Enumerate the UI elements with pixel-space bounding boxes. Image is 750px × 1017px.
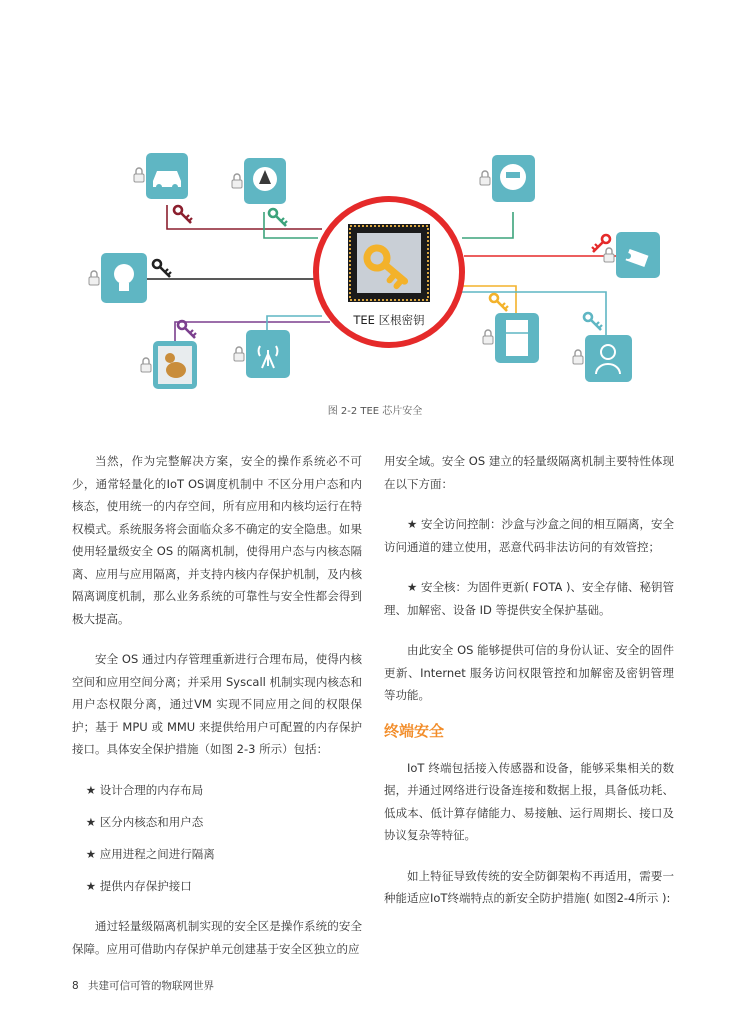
paragraph: 由此安全 OS 能够提供可信的身份认证、安全的固件更新、Internet 服务访问权限管控和加解密及密钥管理等功能。 xyxy=(384,643,674,702)
paragraph: 如上特征导致传统的安全防御架构不再适用，需要一种能适应IoT终端特点的新安全防护措施( 如图2-4所示 ): xyxy=(384,868,674,905)
figure-caption: 图 2-2 TEE 芯片安全 xyxy=(327,406,423,417)
bullet-list xyxy=(72,779,362,898)
person-icon xyxy=(573,335,632,382)
page-number: 8 xyxy=(72,980,79,992)
tee-chip-diagram xyxy=(0,0,750,420)
paragraph: 安全 OS 通过内存管理重新进行合理布局，使得内核空间和应用空间分离；并采用 Syscall 机制实现内核态和用户态权限分离，通过VM 实现不同应用之间的权限保护；基于 MPU 或 MMU 来提供给用户可配置的内存保护接口。具体安全保护措施（如图 2-3 所示）包括： xyxy=(72,652,362,756)
meter-icon xyxy=(480,155,535,202)
page-footer xyxy=(72,978,214,993)
paragraph: 当然，作为完整解决方案，安全的操作系统必不可少，通常轻量化的IoT OS调度机制中 不区分用户态和内核态，使用统一的内存空间，所有应用和内核均运行在特权模式。系统服务将会面临众多不确定的安全隐患。如果使用轻量级安全 OS 的隔离机制，使得用户态与内核态隔离、应用与应用隔离，并支持内核内存保护机制，及内核隔离调度机制，那么业务系统的可靠性与安全性都会得到极大提高。 xyxy=(72,454,362,626)
road-sign-icon xyxy=(232,158,286,204)
right-column xyxy=(384,450,674,910)
list-item: ★ 提供内存保护接口 xyxy=(85,878,192,893)
camera-icon xyxy=(604,232,660,278)
list-item: ★ 应用进程之间进行隔离 xyxy=(85,846,215,861)
chip-icon xyxy=(348,224,430,302)
section-title: 终端安全 xyxy=(384,721,445,740)
paragraph: ★ 安全访问控制：沙盒与沙盒之间的相互隔离，安全访问通道的建立使用，恶意代码非法访问的有效管控； xyxy=(384,517,674,554)
list-item: ★ 区分内核态和用户态 xyxy=(85,814,204,829)
car-icon xyxy=(134,153,188,199)
footer-text: 共建可信可管的物联网世界 xyxy=(88,980,215,992)
paragraph: 通过轻量级隔离机制实现的安全区是操作系统的安全保障。应用可借助内存保护单元创建基于安全区独立的应 xyxy=(72,919,362,956)
paragraph: 用安全域。安全 OS 建立的轻量级隔离机制主要特性体现在以下方面： xyxy=(384,454,674,491)
fridge-icon xyxy=(483,313,539,363)
antenna-icon xyxy=(234,330,290,378)
lightbulb-icon xyxy=(89,253,147,303)
chip-label: TEE 区根密钥 xyxy=(353,313,425,327)
list-item: ★ 设计合理的内存布局 xyxy=(85,782,204,797)
paragraph: IoT 终端包括接入传感器和设备，能够采集相关的数据，并通过网络进行设备连接和数据上报，具备低功耗、低成本、低计算存储能力、易接触、运行周期长、接口及协议复杂等特征。 xyxy=(384,760,674,842)
left-column xyxy=(72,450,362,960)
dog-icon xyxy=(141,341,197,389)
paragraph: ★ 安全核：为固件更新( FOTA )、安全存储、秘钥管理、加解密、设备 ID 等提供安全保护基础。 xyxy=(384,580,674,617)
